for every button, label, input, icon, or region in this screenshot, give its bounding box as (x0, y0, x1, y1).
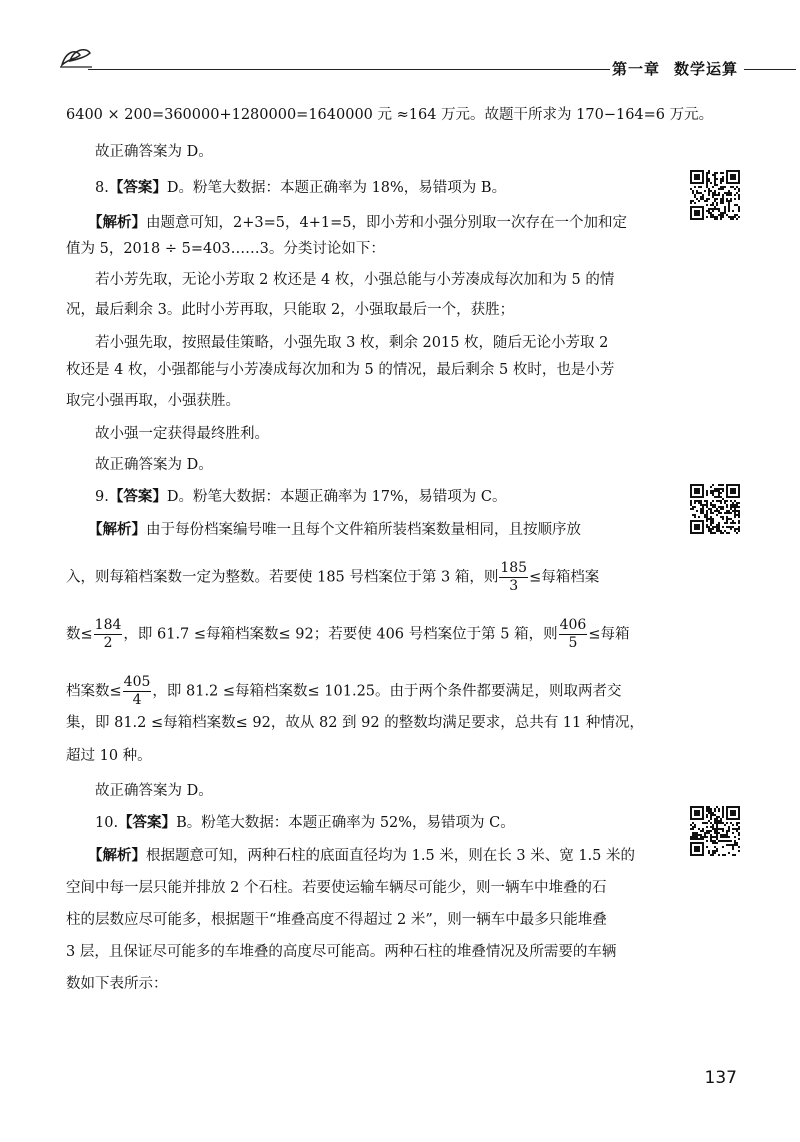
fraction (559, 617, 588, 652)
qr-code-icon (690, 170, 740, 220)
text-line: 3 层，且保证尽可能多的车堆叠的高度尽可能高。两种石柱的堆叠情况及所需要的车辆 (66, 944, 617, 960)
text-span: 数≤ (66, 626, 93, 643)
text-span: ≤每箱 (588, 626, 630, 643)
fraction-denominator: 3 (509, 578, 519, 594)
text-line: 6400 × 200=360000+1280000=1640000 元 ≈164 万元。故题干所求为 170−164=6 万元。 (66, 107, 714, 123)
text-span: 入，则每箱档案数一定为整数。若要使 185 号档案位于第 3 箱，则 (66, 569, 499, 586)
text-line: 故正确答案为 D。 (95, 457, 213, 473)
analysis-tag: 【解析】 (88, 215, 146, 231)
text-line: 故正确答案为 D。 (95, 783, 213, 799)
fraction-numerator: 405 (123, 674, 151, 690)
text-span: ，即 61.7 ≤每箱档案数≤ 92；若要使 406 号档案位于第 5 箱，则 (123, 626, 558, 643)
answer-text: D。粉笔大数据：本题正确率为 17%，易错项为 C。 (166, 489, 507, 505)
text-line: 若小芳先取，无论小芳取 2 枚还是 4 枚，小强总能与小芳凑成每次加和为 5 的情 (95, 272, 615, 288)
text-line (66, 560, 599, 595)
answer-text: D。粉笔大数据：本题正确率为 18%，易错项为 B。 (166, 180, 507, 196)
page-number: 137 (704, 1068, 737, 1088)
chapter-label: 第一章 (612, 60, 661, 78)
fraction-denominator: 2 (103, 635, 113, 651)
fraction-numerator: 185 (500, 560, 528, 576)
page-header (0, 0, 800, 90)
question-number: 10. (95, 815, 119, 831)
qr-code-q10[interactable] (690, 806, 740, 856)
analysis-tag: 【解析】 (88, 848, 146, 864)
text-line: 枚还是 4 枚，小强都能与小芳凑成每次加和为 5 的情况，最后剩余 5 枚时，也是小芳 (66, 362, 615, 378)
text-line: 若小强先取，按照最佳策略，小强先取 3 枚，剩余 2015 枚，随后无论小芳取 2 (95, 335, 609, 351)
fraction (499, 560, 528, 595)
text-line: 柱的层数应尽可能多，根据题干“堆叠高度不得超过 2 米”，则一辆车中最多只能堆叠 (66, 912, 607, 928)
fraction (123, 674, 152, 709)
text-line: 数如下表所示： (66, 976, 168, 992)
analysis-text: 根据题意可知，两种石柱的底面直径均为 1.5 米，则在长 3 米、宽 1.5 米的 (146, 848, 635, 864)
chapter-heading (612, 58, 738, 79)
header-rule-right (744, 69, 796, 70)
text-line (66, 674, 622, 709)
chapter-title: 数学运算 (674, 60, 739, 78)
text-line (66, 617, 629, 652)
fraction (94, 617, 123, 652)
qr-code-q9[interactable] (690, 484, 740, 534)
leaf-icon (58, 45, 92, 69)
text-line: 值为 5，2018 ÷ 5=403……3。分类讨论如下： (66, 241, 385, 257)
fraction-numerator: 406 (559, 617, 587, 633)
fraction-denominator: 4 (132, 692, 142, 708)
q8-analysis-line (88, 213, 627, 233)
answer-tag: 【答案】 (118, 815, 177, 831)
text-line: 取完小强再取，小强获胜。 (66, 393, 240, 409)
question-number: 8. (95, 180, 109, 196)
qr-code-q8[interactable] (690, 170, 740, 220)
text-line: 况，最后剩余 3。此时小芳再取，只能取 2，小强取最后一个，获胜； (66, 302, 515, 318)
text-line: 集，即 81.2 ≤每箱档案数≤ 92，故从 82 到 92 的整数均满足要求，总共有 11 种情况， (66, 715, 644, 731)
answer-tag: 【答案】 (108, 489, 167, 505)
analysis-text: 由于每份档案编号唯一且每个文件箱所装档案数量相同，且按顺序放 (146, 522, 581, 538)
analysis-tag: 【解析】 (88, 522, 146, 538)
text-line: 故正确答案为 D。 (95, 144, 213, 160)
text-span: ，即 81.2 ≤每箱档案数≤ 101.25。由于两个条件都要满足，则取两者交 (152, 683, 622, 700)
q10-analysis-line (88, 846, 635, 866)
question-number: 9. (95, 489, 109, 505)
header-rule (88, 69, 610, 70)
answer-text: B。粉笔大数据：本题正确率为 52%，易错项为 C。 (176, 815, 515, 831)
q9-answer-line (95, 487, 507, 507)
text-span: 档案数≤ (66, 683, 122, 700)
text-line: 超过 10 种。 (66, 748, 152, 764)
q9-analysis-line (88, 520, 581, 540)
text-line: 故小强一定获得最终胜利。 (95, 426, 269, 442)
analysis-text: 由题意可知，2+3=5，4+1=5，即小芳和小强分别取一次存在一个加和定 (146, 215, 627, 231)
answer-tag: 【答案】 (108, 180, 167, 196)
qr-code-icon (690, 806, 740, 856)
q8-answer-line (95, 178, 506, 198)
fraction-denominator: 5 (568, 635, 578, 651)
q10-answer-line (95, 813, 515, 833)
fraction-numerator: 184 (94, 617, 122, 633)
text-line: 空间中每一层只能并排放 2 个石柱。若要使运输车辆尽可能少，则一辆车中堆叠的石 (66, 880, 607, 896)
qr-code-icon (690, 484, 740, 534)
text-span: ≤每箱档案 (529, 569, 600, 586)
